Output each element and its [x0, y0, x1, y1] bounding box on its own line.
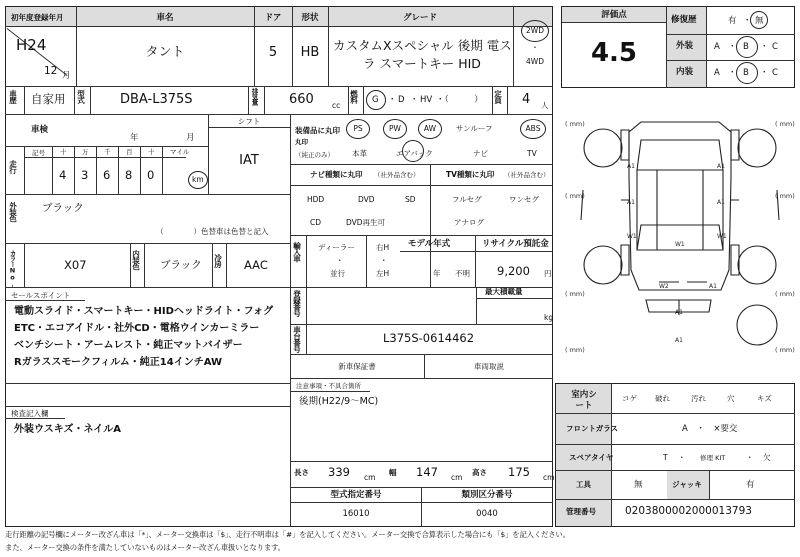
damage-mark: A1 — [709, 283, 717, 290]
damage-mark: W2 — [659, 283, 669, 290]
import-label: 輸入車 — [292, 242, 302, 262]
inspection-month: 月 — [186, 133, 195, 143]
exterior-sep2: ・ — [760, 42, 769, 52]
grade-line1: カスタムXスペシャル 後期 電ス — [333, 38, 512, 53]
spare-label: スペアタイヤ — [569, 453, 614, 462]
capacity-label: 定員 — [493, 90, 503, 103]
repair-yes: 有 — [728, 16, 737, 26]
model-year-label: モデル年式 — [408, 239, 451, 249]
notes-value: 後期(H22/9〜MC) — [299, 396, 379, 407]
seat-item-1: コゲ — [622, 394, 637, 403]
import-dealer: ディーラー — [318, 243, 355, 252]
width-unit: cm — [451, 473, 463, 482]
interior-c: C — [772, 68, 778, 78]
damage-mark: A1 — [675, 309, 683, 316]
equipment-airbag: エアバック — [396, 149, 433, 158]
cert-manual: 車両取説 — [474, 362, 504, 371]
interior-color-label: 内装色 — [131, 250, 141, 270]
chassis-value: L375S-0614462 — [383, 331, 475, 345]
grade-label: グレード — [402, 13, 438, 23]
jack-value: 有 — [746, 480, 755, 490]
interior-sep1: ・ — [728, 68, 737, 78]
mileage-symbol-label: 記号 — [32, 149, 45, 157]
import-right: 右H — [376, 243, 390, 252]
import-sep: ・ — [336, 256, 344, 265]
seat-item-2: 破れ — [655, 394, 670, 403]
fuel-label: 燃料 — [349, 90, 359, 103]
max-load-unit: kg — [544, 313, 554, 322]
length-label: 長さ — [294, 468, 309, 477]
navi-cd: CD — [310, 218, 322, 227]
fuel-sep2: ・ — [410, 95, 419, 105]
inspection-year: 年 — [130, 133, 139, 143]
equipment-sunroof: サンルーフ — [456, 124, 493, 133]
model-value: DBA-L375S — [120, 92, 193, 107]
tread-depth-unit: ( mm) — [775, 346, 795, 354]
color-value: ブラック — [42, 202, 84, 214]
fuel-other: ・（ ） — [436, 95, 483, 105]
mileage-digit: 3 — [81, 168, 89, 182]
drive-2wd: 2WD — [526, 26, 544, 35]
color-code-value: X07 — [64, 258, 87, 272]
repair-sep: ・ — [743, 16, 752, 26]
sales-point-1: 電動スライド・スマートキー・HIDヘッドライト・フォグ — [14, 306, 274, 317]
width-label: 幅 — [389, 468, 397, 477]
registration-label: 初年度登録年月 — [11, 13, 64, 22]
displacement-label: 排気量 — [250, 88, 259, 105]
seat-item-4: 穴 — [727, 394, 735, 403]
tools-label: 工具 — [576, 480, 591, 489]
import-left: 左H — [376, 269, 390, 278]
tread-depth-unit: ( mm) — [565, 290, 585, 298]
mileage-unit-label: 万 — [82, 148, 89, 156]
mgmt-value: 0203800002000013793 — [625, 505, 752, 517]
exterior-b: B — [743, 42, 749, 52]
tread-depth-unit: ( mm) — [565, 120, 585, 128]
capacity-unit: 人 — [541, 101, 549, 110]
inspector-value: 外装ウスキズ・ネイルA — [14, 424, 122, 435]
displacement-unit: cc — [332, 101, 341, 110]
damage-mark: W1 — [675, 241, 685, 248]
mileage-label: 走行 — [8, 160, 18, 173]
mileage-unit-label: 千 — [104, 148, 111, 156]
height-label: 高さ — [472, 468, 487, 477]
notes-label: 注意事項・不具合箇所 — [296, 382, 361, 390]
length-unit: cm — [364, 473, 376, 482]
navi-dvd-play: DVD再生可 — [346, 218, 386, 227]
color-label: 外装色 — [8, 202, 18, 222]
inspector-label: 検査記入欄 — [11, 409, 49, 418]
car-damage-diagram — [561, 100, 795, 370]
tv-analog: アナログ — [454, 218, 484, 227]
exterior-c: C — [772, 42, 778, 52]
type-designation-value: 16010 — [342, 509, 370, 519]
use-value: 自家用 — [31, 92, 66, 106]
tv-type-label: TV種類に丸印 — [446, 170, 495, 179]
aircon-value: AAC — [244, 258, 268, 272]
type-designation-label: 型式指定番号 — [330, 490, 382, 500]
mileage-digit: 8 — [125, 168, 133, 182]
mgmt-label: 管理番号 — [566, 507, 596, 516]
mileage-unit: km — [192, 175, 204, 184]
tread-depth-unit: ( mm) — [775, 192, 795, 200]
car-name: タント — [145, 45, 185, 60]
tv-oneseg: ワンセグ — [509, 195, 539, 204]
navi-hdd: HDD — [307, 195, 325, 204]
equipment-label-2: 丸印 — [295, 138, 308, 146]
windshield-value: A ・ ×要交 — [682, 424, 738, 434]
tv-fullseg: フルセグ — [452, 195, 482, 204]
fuel-sep1: ・ — [388, 95, 397, 105]
fuel-d: D — [398, 95, 405, 105]
height-value: 175 — [508, 465, 530, 479]
max-load-label: 最大積載量 — [485, 287, 523, 296]
equipment-tv: TV — [527, 149, 537, 158]
registration-year: H24 — [16, 36, 47, 54]
windshield-label: フロントガラス — [566, 424, 619, 433]
aircon-label: 冷房 — [213, 254, 223, 267]
equipment-leather: 本革 — [352, 149, 367, 158]
spare-none: 欠 — [763, 453, 771, 462]
navi-type-sub: （社外品含む） — [374, 171, 420, 179]
damage-mark: A1 — [717, 199, 725, 206]
registration-month: 12 — [44, 65, 58, 77]
model-year-unknown: 不明 — [455, 269, 470, 278]
interior-a: A — [714, 68, 720, 78]
equipment-abs: ABS — [525, 124, 541, 133]
sales-point-4: Rガラススモークフィルム・純正14インチAW — [14, 357, 223, 368]
main-sheet — [5, 6, 553, 527]
model-label: 型式 — [76, 90, 86, 103]
interior-b: B — [743, 68, 749, 78]
interior-label: 内装 — [676, 67, 694, 77]
repair-no: 無 — [755, 16, 764, 26]
doors-label: ドア — [264, 13, 282, 23]
tread-depth-unit: ( mm) — [565, 192, 585, 200]
equipment-ps: PS — [353, 124, 363, 133]
jack-label: ジャッキ — [672, 480, 702, 489]
equipment-label: 装備品に丸印 — [295, 126, 340, 135]
sales-point-3: ベンチシート・アームレスト・純正マットバイザー — [14, 340, 243, 351]
color-code-label: カラーNo. — [8, 250, 17, 288]
navi-dvd: DVD — [358, 195, 375, 204]
sales-point-2: ETC・エコアイドル・社外CD・電格ウインカーミラー — [14, 323, 260, 334]
repair-label: 修復歴 — [671, 15, 697, 25]
capacity-value: 4 — [522, 92, 531, 107]
seat-item-5: キズ — [757, 394, 772, 403]
tools-value: 無 — [634, 480, 643, 490]
spare-t: T — [663, 453, 668, 462]
mileage-digit: 6 — [103, 168, 111, 182]
damage-mark: A1 — [675, 337, 683, 344]
registration-month-unit: 月 — [62, 71, 71, 81]
use-label: 車歴 — [8, 90, 18, 103]
recycle-value: 9,200 — [497, 264, 530, 278]
drive-4wd: 4WD — [526, 57, 544, 66]
import-parallel: 並行 — [330, 269, 345, 278]
tread-depth-unit: ( mm) — [775, 120, 795, 128]
shift-value: IAT — [239, 153, 259, 168]
navi-type-label: ナビ種類に丸印 — [310, 170, 363, 179]
damage-mark: A1 — [717, 163, 725, 170]
exterior-sep1: ・ — [728, 42, 737, 52]
mileage-digit: 0 — [147, 168, 155, 182]
tread-depth-unit: ( mm) — [565, 346, 585, 354]
length-value: 339 — [328, 465, 350, 479]
fuel-hv: HV — [420, 95, 433, 105]
exterior-label: 外装 — [676, 41, 694, 51]
equipment-aw: AW — [423, 124, 437, 133]
score-value: 4.5 — [590, 38, 638, 68]
spare-sep2: ・ — [746, 453, 754, 462]
score-label: 評価点 — [601, 10, 627, 20]
cert-new: 新車保証書 — [338, 362, 376, 371]
category-label: 類別区分番号 — [461, 490, 513, 500]
recycle-label: リサイクル預託金 — [482, 239, 549, 249]
shape-label: 形状 — [301, 13, 319, 23]
height-unit: cm — [543, 473, 555, 482]
interior-sep2: ・ — [760, 68, 769, 78]
interior-seat-label: 室内シート — [571, 390, 597, 411]
footer-line-2: また、メーター交換の条件を満たしていないものはメーター改ざん車扱いとなります。 — [5, 543, 285, 552]
mileage-digit: 4 — [59, 168, 67, 182]
drive-dot: ・ — [531, 43, 539, 52]
navi-sd: SD — [405, 195, 416, 204]
footer-line-1: 走行距離の記号欄にメーター改ざん車は「*」、メーター交換車は「$」、走行不明車は「#」を記入してください。メーター交換で合算表示した場合にも「$」を記入ください。 — [5, 530, 570, 539]
car-name-label: 車名 — [156, 13, 174, 23]
mileage-unit-label: 十 — [148, 148, 155, 156]
seat-item-3: 汚れ — [691, 394, 706, 403]
model-year-year: 年 — [433, 269, 441, 278]
reg-no-label: 登録番号 — [292, 290, 302, 316]
mileage-unit-label: 十 — [60, 148, 67, 156]
width-value: 147 — [416, 465, 438, 479]
chassis-label: 車台番号 — [292, 326, 302, 352]
damage-mark: W1 — [717, 233, 727, 240]
equipment-sub: （純正のみ） — [295, 151, 334, 159]
spare-sep: ・ — [678, 453, 686, 462]
grade-line2: ラ スマートキー HID — [363, 56, 481, 71]
tread-depth-unit: ( mm) — [775, 290, 795, 298]
shape-value: HB — [300, 45, 320, 60]
interior-color-value: ブラック — [160, 259, 202, 271]
sales-points-label: セールスポイント — [11, 291, 71, 300]
spare-kit: 修理 KIT — [700, 454, 726, 462]
damage-mark: W1 — [627, 233, 637, 240]
exterior-a: A — [714, 42, 720, 52]
import-sep2: ・ — [380, 256, 388, 265]
equipment-pw: PW — [389, 124, 401, 133]
color-note: （ ）色替車は色替と記入 — [156, 227, 269, 236]
inspection-label: 車検 — [31, 125, 49, 135]
damage-mark: A1 — [627, 199, 635, 206]
equipment-navi: ナビ — [473, 149, 488, 158]
mileage-unit-label: マイル — [170, 148, 190, 156]
tv-type-sub: （社外品含む） — [504, 171, 550, 179]
damage-mark: A1 — [627, 163, 635, 170]
fuel-g: G — [372, 95, 379, 105]
mileage-unit-label: 百 — [126, 148, 133, 156]
category-value: 0040 — [476, 509, 498, 519]
doors-value: 5 — [268, 45, 278, 60]
recycle-unit: 円 — [544, 269, 552, 278]
displacement-value: 660 — [289, 92, 314, 107]
shift-label: シフト — [237, 117, 261, 126]
